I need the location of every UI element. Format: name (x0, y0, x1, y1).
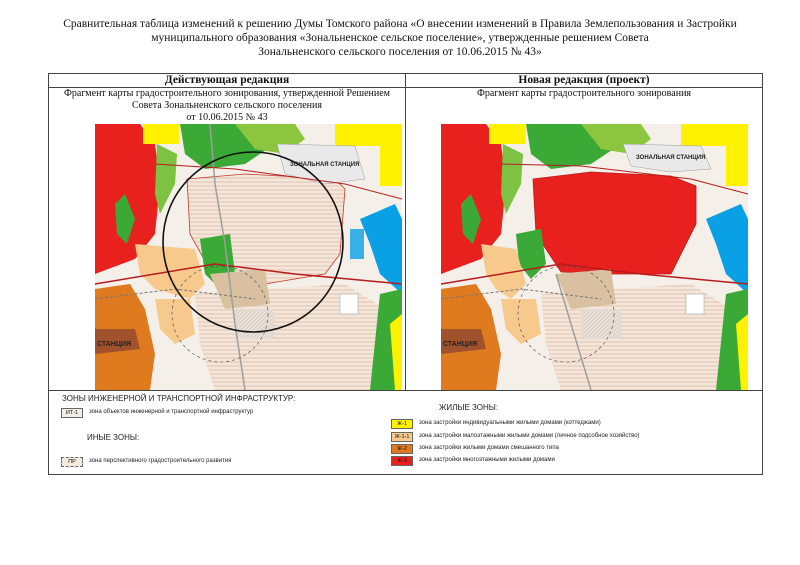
right-map-drawing (441, 124, 748, 390)
right-subtitle-line-1: Фрагмент карты градостроительного зонирования (476, 88, 692, 99)
left-station-label-sw: СТАНЦИЯ (97, 341, 132, 348)
left-subtitle-line-1: Фрагмент карты градостроительного зонирования, утвержденной Решением (64, 88, 390, 99)
right-station-label-sw: СТАНЦИЯ (443, 341, 478, 348)
right-zoning-map (441, 124, 748, 390)
left-subtitle-line-3: от 10.06.2015 № 43 (186, 112, 268, 123)
column-divider (405, 74, 406, 390)
legend-chip-pr (61, 457, 83, 467)
title-line-2: муниципального образования «Зональненское сельское поселение», утвержденные решением Совета (151, 32, 649, 44)
left-map-drawing (95, 124, 402, 390)
legend-chip-it1-code: ИТ-1 (65, 410, 79, 416)
right-station-label: ЗОНАЛЬНАЯ СТАНЦИЯ (636, 155, 706, 161)
legend-j2-text: зона застройки жилыми домами смешанного типа (419, 445, 559, 451)
left-zoning-map (95, 124, 402, 390)
legend-residential-header: ЖИЛЫЕ ЗОНЫ: (439, 403, 499, 412)
right-subtitle (406, 88, 762, 100)
comparison-table (48, 73, 763, 475)
legend-it1-text: зона объектов инженерной и транспортной инфраструктур (89, 409, 254, 415)
left-subtitle-line-2: Совета Зональненского сельского поселения (132, 100, 322, 111)
legend-j3-text: зона застройки многоэтажными жилыми домами (419, 457, 555, 463)
legend-chip-j1 (391, 419, 413, 429)
legend-chip-j1-code: Ж-1 (397, 421, 407, 427)
document-title (0, 17, 800, 59)
legend-chip-pr-code: ПР (68, 459, 76, 465)
right-column-header: Новая редакция (проект) (406, 74, 762, 88)
legend-divider (49, 390, 762, 391)
legend-chip-it1 (61, 408, 83, 418)
left-station-label: ЗОНАЛЬНАЯ СТАНЦИЯ (290, 162, 360, 168)
legend-chip-j2 (391, 444, 413, 454)
legend-j11-text: зона застройки малоэтажными жилыми домами (личное подсобное хозяйство) (419, 433, 640, 439)
legend-pr-text: зона перспективного градостроительного развития (89, 458, 232, 464)
legend-j1-text: зона застройки индивидуальными жилыми домами (коттеджами) (419, 420, 601, 426)
legend-chip-j11 (391, 432, 413, 442)
new-zone-j3 (533, 172, 696, 274)
legend-other-header: ИНЫЕ ЗОНЫ: (87, 433, 140, 442)
title-line-1: Сравнительная таблица изменений к решению Думы Томского района «О внесении изменений в Правила Землепользования и Застройки (63, 18, 737, 30)
left-subtitle (49, 88, 405, 124)
legend-chip-j11-code: Ж-1-1 (394, 434, 410, 440)
left-column-header: Действующая редакция (49, 74, 405, 88)
legend-chip-j3-code: Ж-3 (397, 458, 407, 464)
legend-infra-header: ЗОНЫ ИНЖЕНЕРНОЙ И ТРАНСПОРТНОЙ ИНФРАСТРУКТУР: (62, 394, 296, 403)
legend-chip-j2-code: Ж-2 (397, 446, 407, 452)
title-line-3: Зональненского сельского поселения от 10.06.2015 № 43» (258, 46, 542, 58)
legend-chip-j3 (391, 456, 413, 466)
